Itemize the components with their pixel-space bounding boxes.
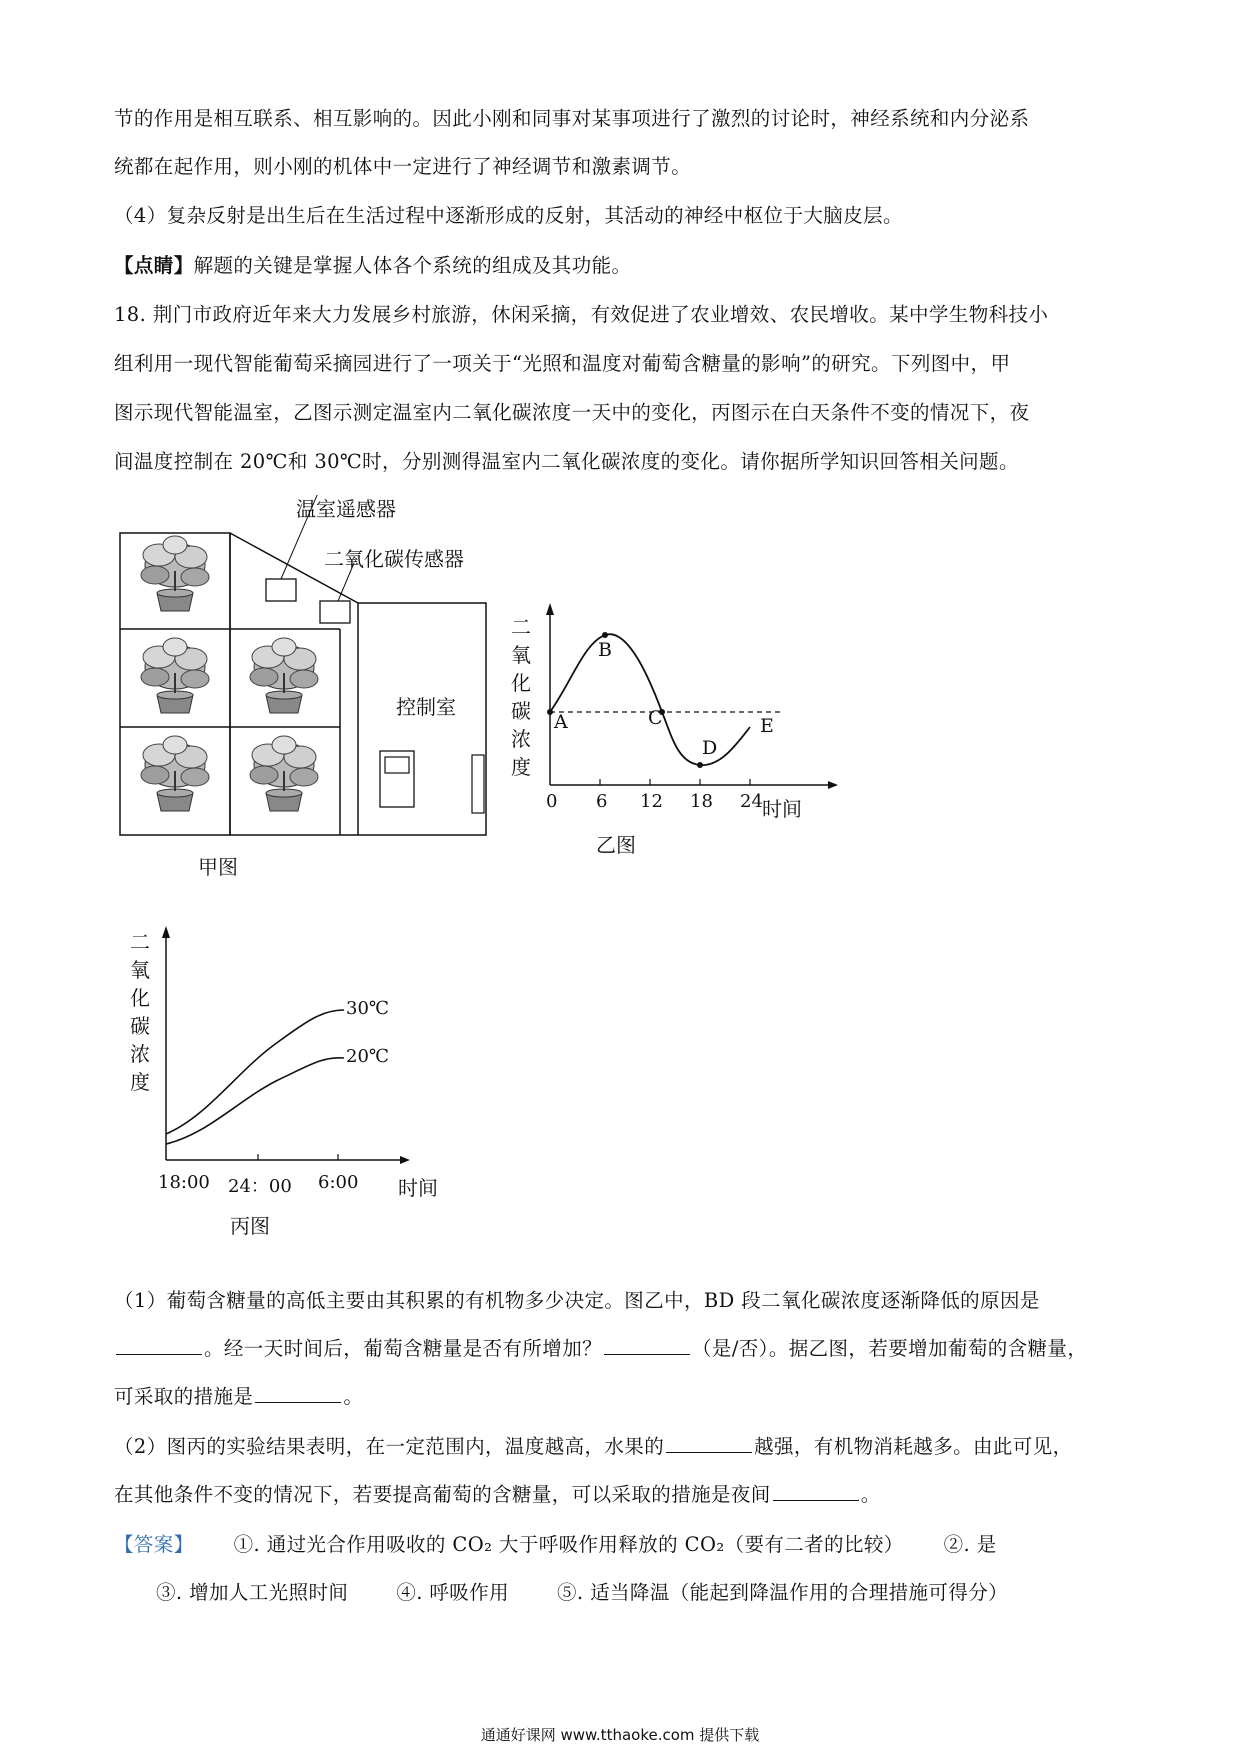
tick-label: 18:00	[158, 1172, 210, 1193]
footer-watermark: 通通好课网 www.tthaoke.com 提供下载	[480, 1726, 760, 1744]
tick-label: 0	[546, 791, 558, 812]
point-a-label: A	[554, 711, 568, 733]
answer-blank[interactable]	[666, 1432, 752, 1453]
y-char: 二	[511, 615, 531, 639]
tick-label: 24	[740, 791, 763, 812]
point-b-label: B	[598, 639, 612, 661]
question-text: （2）图丙的实验结果表明，在一定范围内，温度越高，水果的	[114, 1435, 665, 1458]
figure-co2-night	[128, 920, 468, 1250]
answer-blank[interactable]	[255, 1382, 341, 1403]
y-char: 氧	[130, 958, 150, 982]
answer-item: ②. 是	[943, 1533, 997, 1556]
point-d-dot	[697, 762, 703, 768]
point-b-dot	[602, 632, 608, 638]
answer-item: ④. 呼吸作用	[396, 1581, 510, 1604]
figure-bing-caption: 丙图	[230, 1214, 270, 1238]
y-axis-label	[128, 928, 152, 1096]
y-char: 碳	[511, 699, 531, 723]
y-char: 氧	[511, 643, 531, 667]
tick-label: 6	[596, 791, 608, 812]
answer-item: ⑤. 适当降温（能起到降温作用的合理措施可得分）	[557, 1581, 1009, 1604]
control-room-label: 控制室	[396, 695, 456, 719]
text-line: 组利用一现代智能葡萄采摘园进行了一项关于“光照和温度对葡萄含糖量的影响”的研究。下列图中，甲	[114, 352, 1011, 375]
series-20c-line	[166, 1058, 344, 1144]
tick-label: 12	[640, 791, 663, 812]
sensor-co2-label: 二氧化碳传感器	[324, 547, 464, 571]
answer-blank[interactable]	[116, 1334, 202, 1355]
answer-item: ③. 增加人工光照时间	[156, 1581, 349, 1604]
tick-label: 6:00	[318, 1172, 359, 1193]
answer-line	[114, 1530, 997, 1560]
question-1-line: （1）葡萄含糖量的高低主要由其积累的有机物多少决定。图乙中，BD 段二氧化碳浓度逐渐降低的原因是	[114, 1289, 1040, 1312]
text-line: 间温度控制在 20℃和 30℃时，分别测得温室内二氧化碳浓度的变化。请你据所学知识回答相关问题。	[114, 450, 1019, 473]
answer-blank[interactable]	[773, 1480, 859, 1501]
series-30c-label: 30℃	[346, 998, 390, 1019]
point-a-dot	[547, 709, 553, 715]
figure-co2-day	[510, 585, 840, 870]
question-text: 可采取的措施是	[114, 1385, 254, 1408]
x-axis-label: 时间	[398, 1176, 438, 1200]
question-text: 。	[343, 1385, 364, 1408]
x-axis-label: 时间	[762, 797, 802, 821]
text-line: 节的作用是相互联系、相互影响的。因此小刚和同事对某事项进行了激烈的讨论时，神经系统和内分泌系	[114, 107, 1030, 130]
y-char: 浓	[511, 727, 531, 751]
question-1-line	[114, 1334, 1087, 1364]
question-18-line: 18. 荆门市政府近年来大力发展乡村旅游，休闲采摘，有效促进了农业增效、农民增收。某中学生物科技小	[114, 303, 1049, 326]
figure-jia-caption: 甲图	[198, 855, 238, 879]
figure-greenhouse	[118, 495, 498, 879]
y-char: 化	[130, 986, 150, 1010]
text-line: 图示现代智能温室，乙图示测定温室内二氧化碳浓度一天中的变化，丙图示在白天条件不变的情况下，夜	[114, 401, 1030, 424]
text-line: （4）复杂反射是出生后在生活过程中逐渐形成的反射，其活动的神经中枢位于大脑皮层。	[114, 204, 903, 227]
text-line	[114, 251, 631, 281]
question-text: 。经一天时间后，葡萄含糖量是否有所增加？	[204, 1337, 603, 1360]
question-2-line	[114, 1480, 881, 1510]
question-text: （是/否）。据乙图，若要增加葡萄的含糖量，	[692, 1337, 1088, 1360]
y-char: 度	[511, 755, 531, 779]
tick-label: 18	[690, 791, 713, 812]
question-2-line	[114, 1432, 1073, 1462]
answer-item: ①. 通过光合作用吸收的 CO₂ 大于呼吸作用释放的 CO₂（要有二者的比较）	[233, 1533, 904, 1556]
y-char: 浓	[130, 1042, 150, 1066]
series-30c-line	[166, 1010, 344, 1134]
tick-label: 24：00	[228, 1176, 292, 1197]
point-d-label: D	[702, 737, 718, 759]
point-e-label: E	[760, 715, 774, 737]
y-char: 化	[511, 671, 531, 695]
sensor-temp-label: 温室遥感器	[296, 497, 396, 521]
y-axis-label	[510, 613, 532, 781]
answer-blank[interactable]	[604, 1334, 690, 1355]
question-text: 在其他条件不变的情况下，若要提高葡萄的含糖量，可以采取的措施是夜间	[114, 1483, 771, 1506]
text-line: 统都在起作用，则小刚的机体中一定进行了神经调节和激素调节。	[114, 155, 692, 178]
tip-text: 解题的关键是掌握人体各个系统的组成及其功能。	[193, 254, 632, 277]
y-char: 碳	[130, 1014, 150, 1038]
figure-yi-caption: 乙图	[596, 833, 636, 857]
y-char: 度	[130, 1070, 150, 1094]
question-1-line	[114, 1382, 363, 1412]
y-char: 二	[130, 930, 150, 954]
answer-label: 【答案】	[114, 1533, 194, 1556]
series-20c-label: 20℃	[346, 1046, 390, 1067]
answer-line	[156, 1578, 1008, 1608]
question-text: 越强，有机物消耗越多。由此可见，	[754, 1435, 1073, 1458]
point-c-label: C	[648, 707, 663, 729]
tip-tag: 【点睛】	[114, 254, 194, 277]
question-text: 。	[860, 1483, 881, 1506]
